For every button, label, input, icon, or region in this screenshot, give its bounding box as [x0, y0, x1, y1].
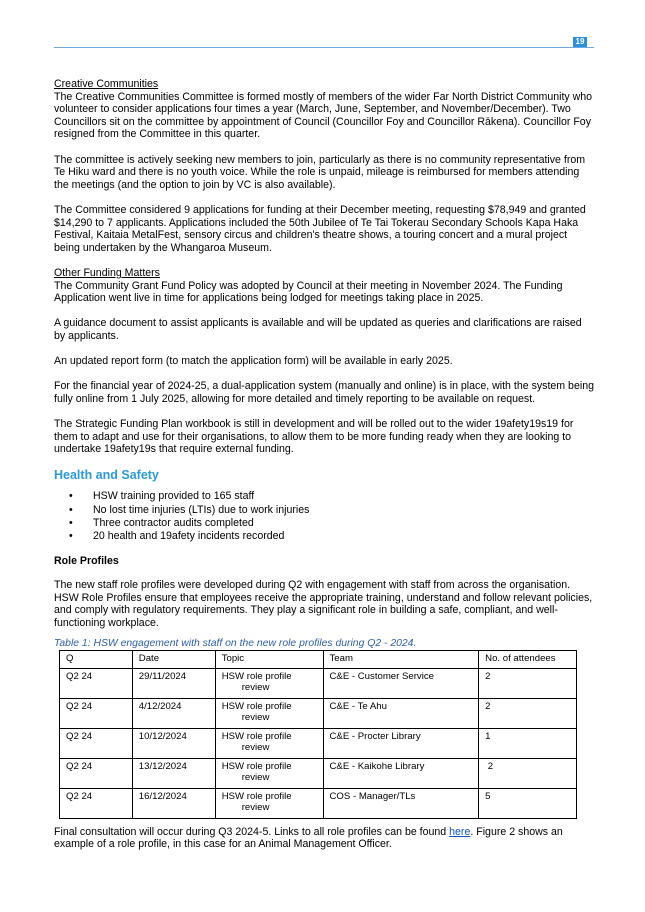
creative-communities-section [54, 78, 594, 141]
cell-topic-line2: review [241, 802, 270, 814]
cell-date: 10/12/2024 [132, 728, 215, 758]
cell-topic-line2: review [241, 742, 270, 754]
cell-q: Q2 24 [60, 668, 133, 698]
cell-topic-line1: HSW role profile [221, 760, 292, 772]
cell-topic-line1: HSW role profile [221, 670, 292, 682]
table-caption: Table 1: HSW engagement with staff on the new role profiles during Q2 - 2024. [54, 637, 417, 649]
table-row [60, 698, 577, 728]
table-row [60, 758, 577, 788]
page-number: 19 [573, 37, 587, 47]
cell-date: 16/12/2024 [132, 788, 215, 818]
cell-q: Q2 24 [60, 698, 133, 728]
role-profiles-heading: Role Profiles [54, 554, 119, 567]
cell-topic [215, 728, 323, 758]
health-safety-heading: Health and Safety [54, 468, 159, 483]
cell-q: Q2 24 [60, 728, 133, 758]
final-text-before: Final consultation will occur during Q3 2024-5. Links to all role profiles can be found [54, 825, 450, 838]
cell-attendees: 2 [479, 758, 577, 788]
cell-date: 13/12/2024 [132, 758, 215, 788]
other-funding-paragraph-1: The Community Grant Fund Policy was adopted by Council at their meeting in November 2024. The Funding Application went live in time for applications being lodged for meetings taking place in 2025. [54, 279, 563, 305]
list-item: • HSW training provided to 165 staff [54, 490, 594, 503]
cell-topic-line2: review [241, 712, 270, 724]
cell-topic [215, 698, 323, 728]
creative-paragraph-2: The committee is actively seeking new members to join, particularly as there is no community representative from Te Hiku ward and there is no youth voice. While the role is unpaid, mileage is reimbursed for members attending the meetings (and the option to join by VC is also available). [54, 153, 586, 191]
table-row [60, 788, 577, 818]
cell-topic-line1: HSW role profile [221, 700, 292, 712]
creative-paragraph-1: The Creative Communities Committee is formed mostly of members of the wider Far North District Community who volunteer to consider applications four times a year (March, June, September, and November/December). Two Councillors sit on the committee by appointment of Council (Councillor Foy and Councillor Rākena). Councillor Foy resigned from the Committee in this quarter. [54, 90, 593, 141]
other-funding-section [54, 267, 594, 305]
cell-attendees: 1 [479, 728, 577, 758]
table-header-row [60, 650, 577, 668]
cell-date: 29/11/2024 [132, 668, 215, 698]
column-header-attendees: No. of attendees [479, 650, 577, 668]
cell-team: C&E - Te Ahu [323, 698, 479, 728]
cell-team: COS - Manager/TLs [323, 788, 479, 818]
other-funding-heading: Other Funding Matters [54, 266, 160, 279]
page-content [54, 78, 594, 863]
cell-topic-line2: review [241, 772, 270, 784]
cell-topic-line1: HSW role profile [221, 730, 292, 742]
health-safety-list [54, 490, 594, 543]
column-header-q: Q [60, 650, 133, 668]
role-profiles-paragraph: The new staff role profiles were developed during Q2 with engagement with staff from across the organisation. HSW Role Profiles ensure that employees receive the appropriate training, understand and follow relevant policies, and comply with regulatory requirements. They play a significant role in building a safe, compliant, and well-functioning workplace. [54, 579, 593, 629]
role-profiles-link[interactable]: here [449, 825, 471, 838]
creative-communities-heading: Creative Communities [54, 78, 159, 90]
list-item: • No lost time injuries (LTIs) due to work injuries [54, 504, 594, 517]
cell-q: Q2 24 [60, 788, 133, 818]
cell-attendees: 2 [479, 668, 577, 698]
cell-team: C&E - Customer Service [323, 668, 479, 698]
table-row [60, 728, 577, 758]
cell-date: 4/12/2024 [132, 698, 215, 728]
cell-attendees: 2 [479, 698, 577, 728]
cell-topic-line1: HSW role profile [221, 790, 292, 802]
header-rule [54, 47, 594, 48]
table-row [60, 668, 577, 698]
engagement-table [59, 650, 577, 819]
column-header-team: Team [323, 650, 479, 668]
cell-topic [215, 668, 323, 698]
final-consultation-paragraph [54, 826, 594, 851]
column-header-date: Date [132, 650, 215, 668]
final-text-after: . Figure 2 shows an example of a role profile, in this case for an Animal Management Officer. [54, 825, 563, 851]
cell-attendees: 5 [479, 788, 577, 818]
other-funding-paragraph-4: For the financial year of 2024-25, a dual-application system (manually and online) is in place, with the system being fully online from 1 July 2025, allowing for more detailed and timely reporting to be available on request. [54, 380, 594, 405]
column-header-topic: Topic [215, 650, 323, 668]
other-funding-paragraph-2: A guidance document to assist applicants is available and will be updated as queries and clarifications are raised by applicants. [54, 317, 582, 342]
cell-team: C&E - Kaikohe Library [323, 758, 479, 788]
cell-topic [215, 788, 323, 818]
other-funding-paragraph-5: The Strategic Funding Plan workbook is still in development and will be rolled out to the wider 19afety19s19 for them to adapt and use for their organisations, to allow them to be more funding ready when they are looking to undertake 19afety19s that require external funding. [54, 418, 574, 456]
cell-team: C&E - Procter Library [323, 728, 479, 758]
other-funding-paragraph-3: An updated report form (to match the application form) will be available in early 2025. [54, 355, 453, 368]
cell-topic [215, 758, 323, 788]
list-item: • Three contractor audits completed [54, 517, 594, 530]
cell-topic-line2: review [241, 682, 270, 694]
list-item: • 20 health and 19afety incidents recorded [54, 530, 594, 543]
cell-q: Q2 24 [60, 758, 133, 788]
creative-paragraph-3: The Committee considered 9 applications for funding at their December meeting, requesting $78,949 and granted $14,290 to 7 applicants. Applications included the 50th Jubilee of Te Tai Tokerau Secondary Schools Kapa Haka Festival, Kaitaia MetalFest, sensory circus and children's theatre shows, a touring concert and a mural project being undertaken by the Whangaroa Museum. [54, 203, 586, 254]
